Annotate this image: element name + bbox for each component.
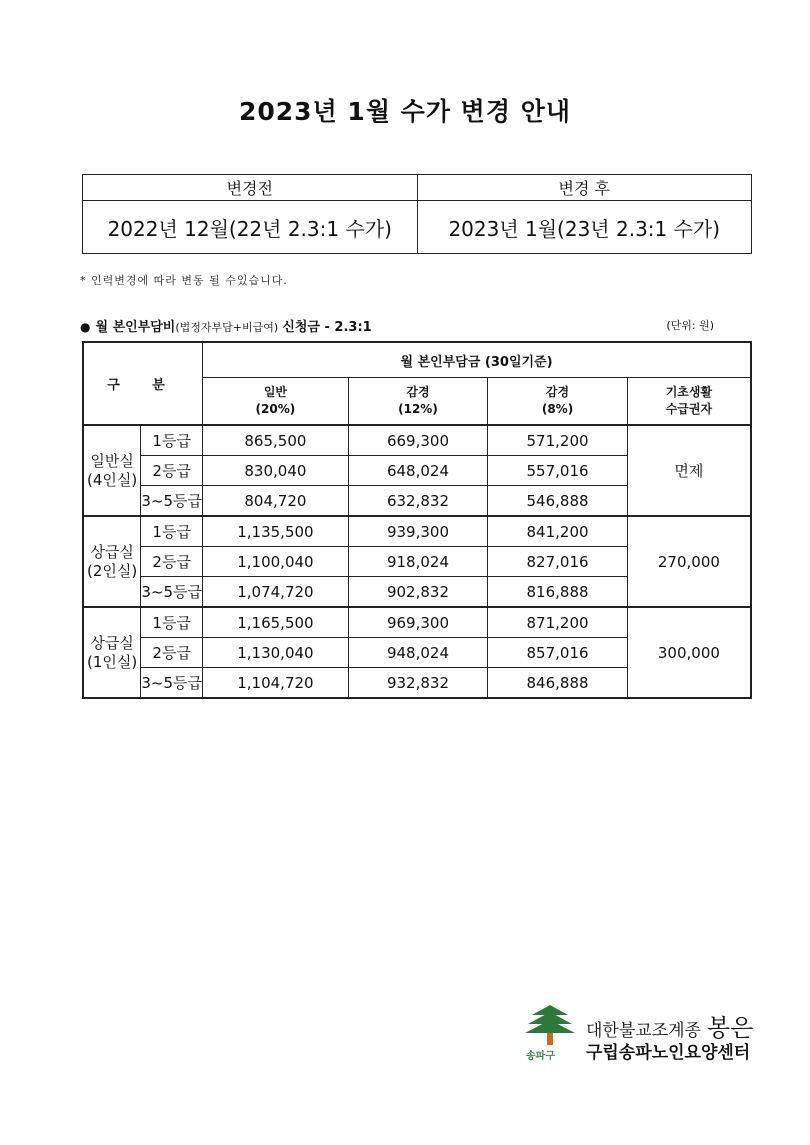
value-cell: 1,104,720 [203, 668, 349, 699]
district-label: 송파구 [526, 1051, 555, 1062]
note-text: * 인력변경에 따라 변동 될 수있습니다. [80, 274, 288, 287]
table-row [83, 607, 751, 638]
group-header: 월 본인부담금 (30일기준) [203, 342, 751, 378]
section-label: 월 본인부담비 [95, 320, 176, 335]
value-cell: 669,300 [348, 425, 488, 456]
value-cell: 1,074,720 [203, 577, 349, 608]
org-name-bongeun: 봉은 [706, 1014, 754, 1042]
value-cell: 632,832 [348, 486, 488, 517]
room-type: 상급실 (2인실) [83, 516, 141, 607]
fee-table [82, 341, 752, 699]
room-type: 상급실 (1인실) [83, 607, 141, 698]
before-header: 변경전 [83, 175, 418, 201]
value-cell: 932,832 [348, 668, 488, 699]
value-cell: 841,200 [488, 516, 628, 547]
section-label-tail: 신청금 - 2.3:1 [282, 320, 372, 335]
grade-cell: 3~5등급 [141, 486, 203, 517]
value-cell: 871,200 [488, 607, 628, 638]
value-cell: 827,016 [488, 547, 628, 577]
after-value: 2023년 1월(23년 2.3:1 수가) [417, 201, 752, 254]
value-cell: 902,832 [348, 577, 488, 608]
room-type: 일반실 (4인실) [83, 425, 141, 516]
value-cell: 571,200 [488, 425, 628, 456]
value-cell: 939,300 [348, 516, 488, 547]
value-cell: 1,130,040 [203, 638, 349, 668]
value-cell: 830,040 [203, 456, 349, 486]
gubun-header: 구 분 [83, 342, 203, 425]
section-label-small: (법정자부담+비급여) [175, 321, 279, 334]
value-cell: 1,165,500 [203, 607, 349, 638]
grade-cell: 1등급 [141, 516, 203, 547]
grade-cell: 2등급 [141, 547, 203, 577]
page-title: 2023년 1월 수가 변경 안내 [239, 97, 571, 126]
org-logo [522, 1002, 772, 1064]
column-header: 감경 (12%) [348, 378, 488, 426]
column-header: 일반 (20%) [203, 378, 349, 426]
special-cell: 300,000 [627, 607, 751, 698]
special-cell: 270,000 [627, 516, 751, 607]
table-row [83, 425, 751, 456]
value-cell: 557,016 [488, 456, 628, 486]
tree-logo-icon [522, 1002, 578, 1048]
table-row [83, 516, 751, 547]
grade-cell: 2등급 [141, 638, 203, 668]
comparison-table [82, 174, 752, 254]
unit-label: (단위: 원) [666, 319, 714, 332]
before-value: 2022년 12월(22년 2.3:1 수가) [83, 201, 418, 254]
value-cell: 857,016 [488, 638, 628, 668]
grade-cell: 3~5등급 [141, 668, 203, 699]
column-header: 감경 (8%) [488, 378, 628, 426]
section-heading [80, 316, 752, 335]
grade-cell: 2등급 [141, 456, 203, 486]
org-name-line1: 대한불교조계종 봉은 [586, 1014, 754, 1042]
value-cell: 546,888 [488, 486, 628, 517]
grade-cell: 3~5등급 [141, 577, 203, 608]
special-cell: 면제 [627, 425, 751, 516]
value-cell: 918,024 [348, 547, 488, 577]
value-cell: 804,720 [203, 486, 349, 517]
value-cell: 648,024 [348, 456, 488, 486]
grade-cell: 1등급 [141, 607, 203, 638]
after-header: 변경 후 [417, 175, 752, 201]
grade-cell: 1등급 [141, 425, 203, 456]
bullet-icon: ● [80, 320, 91, 334]
value-cell: 865,500 [203, 425, 349, 456]
column-header: 기초생활 수급권자 [627, 378, 751, 426]
org-name-line2: 구립송파노인요양센터 [586, 1043, 751, 1063]
value-cell: 1,100,040 [203, 547, 349, 577]
value-cell: 948,024 [348, 638, 488, 668]
value-cell: 816,888 [488, 577, 628, 608]
value-cell: 969,300 [348, 607, 488, 638]
value-cell: 1,135,500 [203, 516, 349, 547]
value-cell: 846,888 [488, 668, 628, 699]
